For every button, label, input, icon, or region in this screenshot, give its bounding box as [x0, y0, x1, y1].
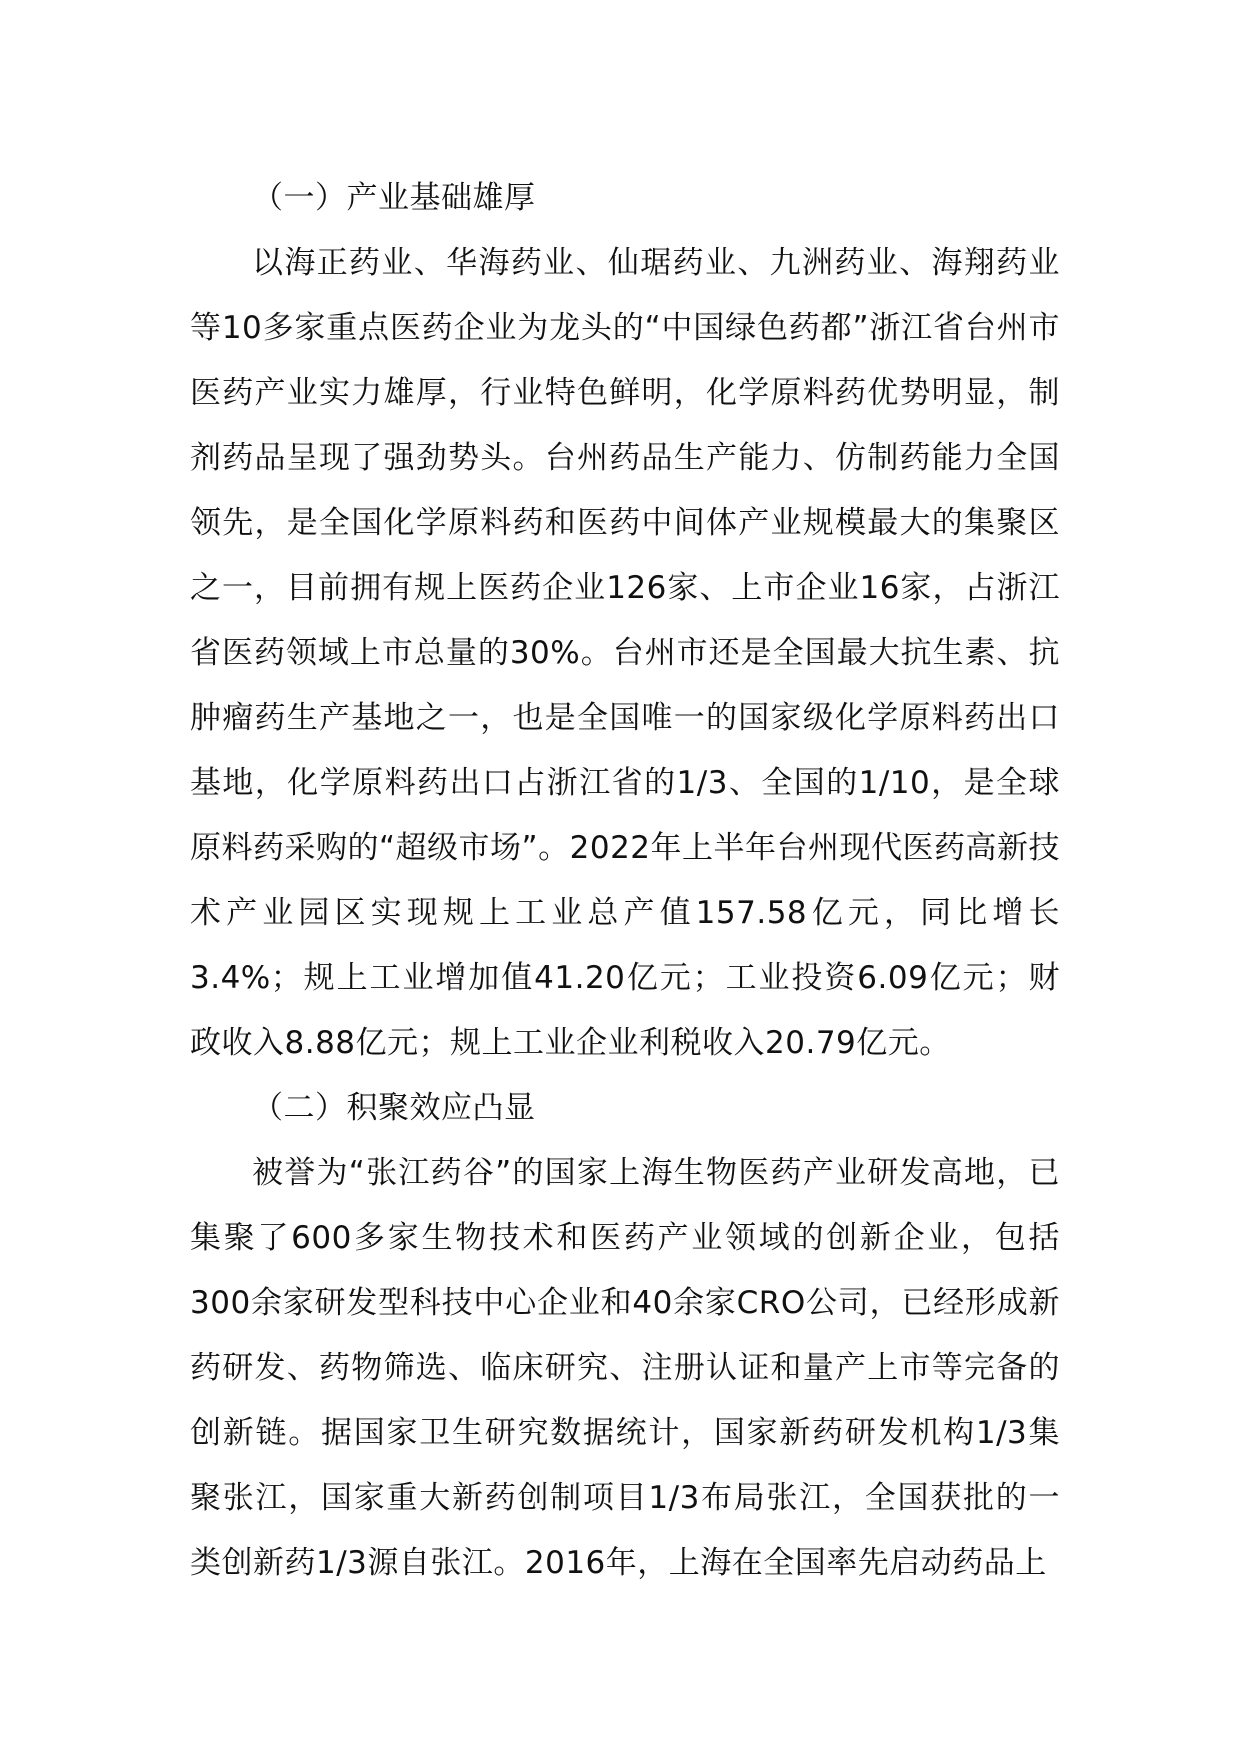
- paragraph-taizhou-pharma: 以海正药业、华海药业、仙琚药业、九洲药业、海翔药业等10多家重点医药企业为龙头的“中国绿色药都”浙江省台州市医药产业实力雄厚，行业特色鲜明，化学原料药优势明显，制剂药品呈现了强劲势头。台州药品生产能力、仿制药能力全国领先，是全国化学原料药和医药中间体产业规模最大的集聚区之一，目前拥有规上医药企业126家、上市企业16家，占浙江省医药领域上市总量的30%。台州市还是全国最大抗生素、抗肿瘤药生产基地之一，也是全国唯一的国家级化学原料药出口基地，化学原料药出口占浙江省的1/3、全国的1/10，是全球原料药采购的“超级市场”。2022年上半年台州现代医药高新技术产业园区实现规上工业总产值157.58亿元，同比增长3.4%；规上工业增加值41.20亿元；工业投资6.09亿元；财政收入8.88亿元；规上工业企业利税收入20.79亿元。: [190, 245, 1061, 1061]
- section-heading-industry-foundation: （一）产业基础雄厚: [252, 180, 536, 216]
- paragraph-zhangjiang-pharma: 被誉为“张江药谷”的国家上海生物医药产业研发高地，已集聚了600多家生物技术和医药产业领域的创新企业，包括300余家研发型科技中心企业和40余家CRO公司，已经形成新药研发、药物筛选、临床研究、注册认证和量产上市等完备的创新链。据国家卫生研究数据统计，国家新药研发机构1/3集聚张江，国家重大新药创制项目1/3布局张江，全国获批的一类创新药1/3源自张江。2016年，上海在全国率先启动药品上: [190, 1155, 1060, 1581]
- document-body: [190, 166, 1060, 1596]
- section-heading-cluster-effect: （二）积聚效应凸显: [252, 1090, 536, 1126]
